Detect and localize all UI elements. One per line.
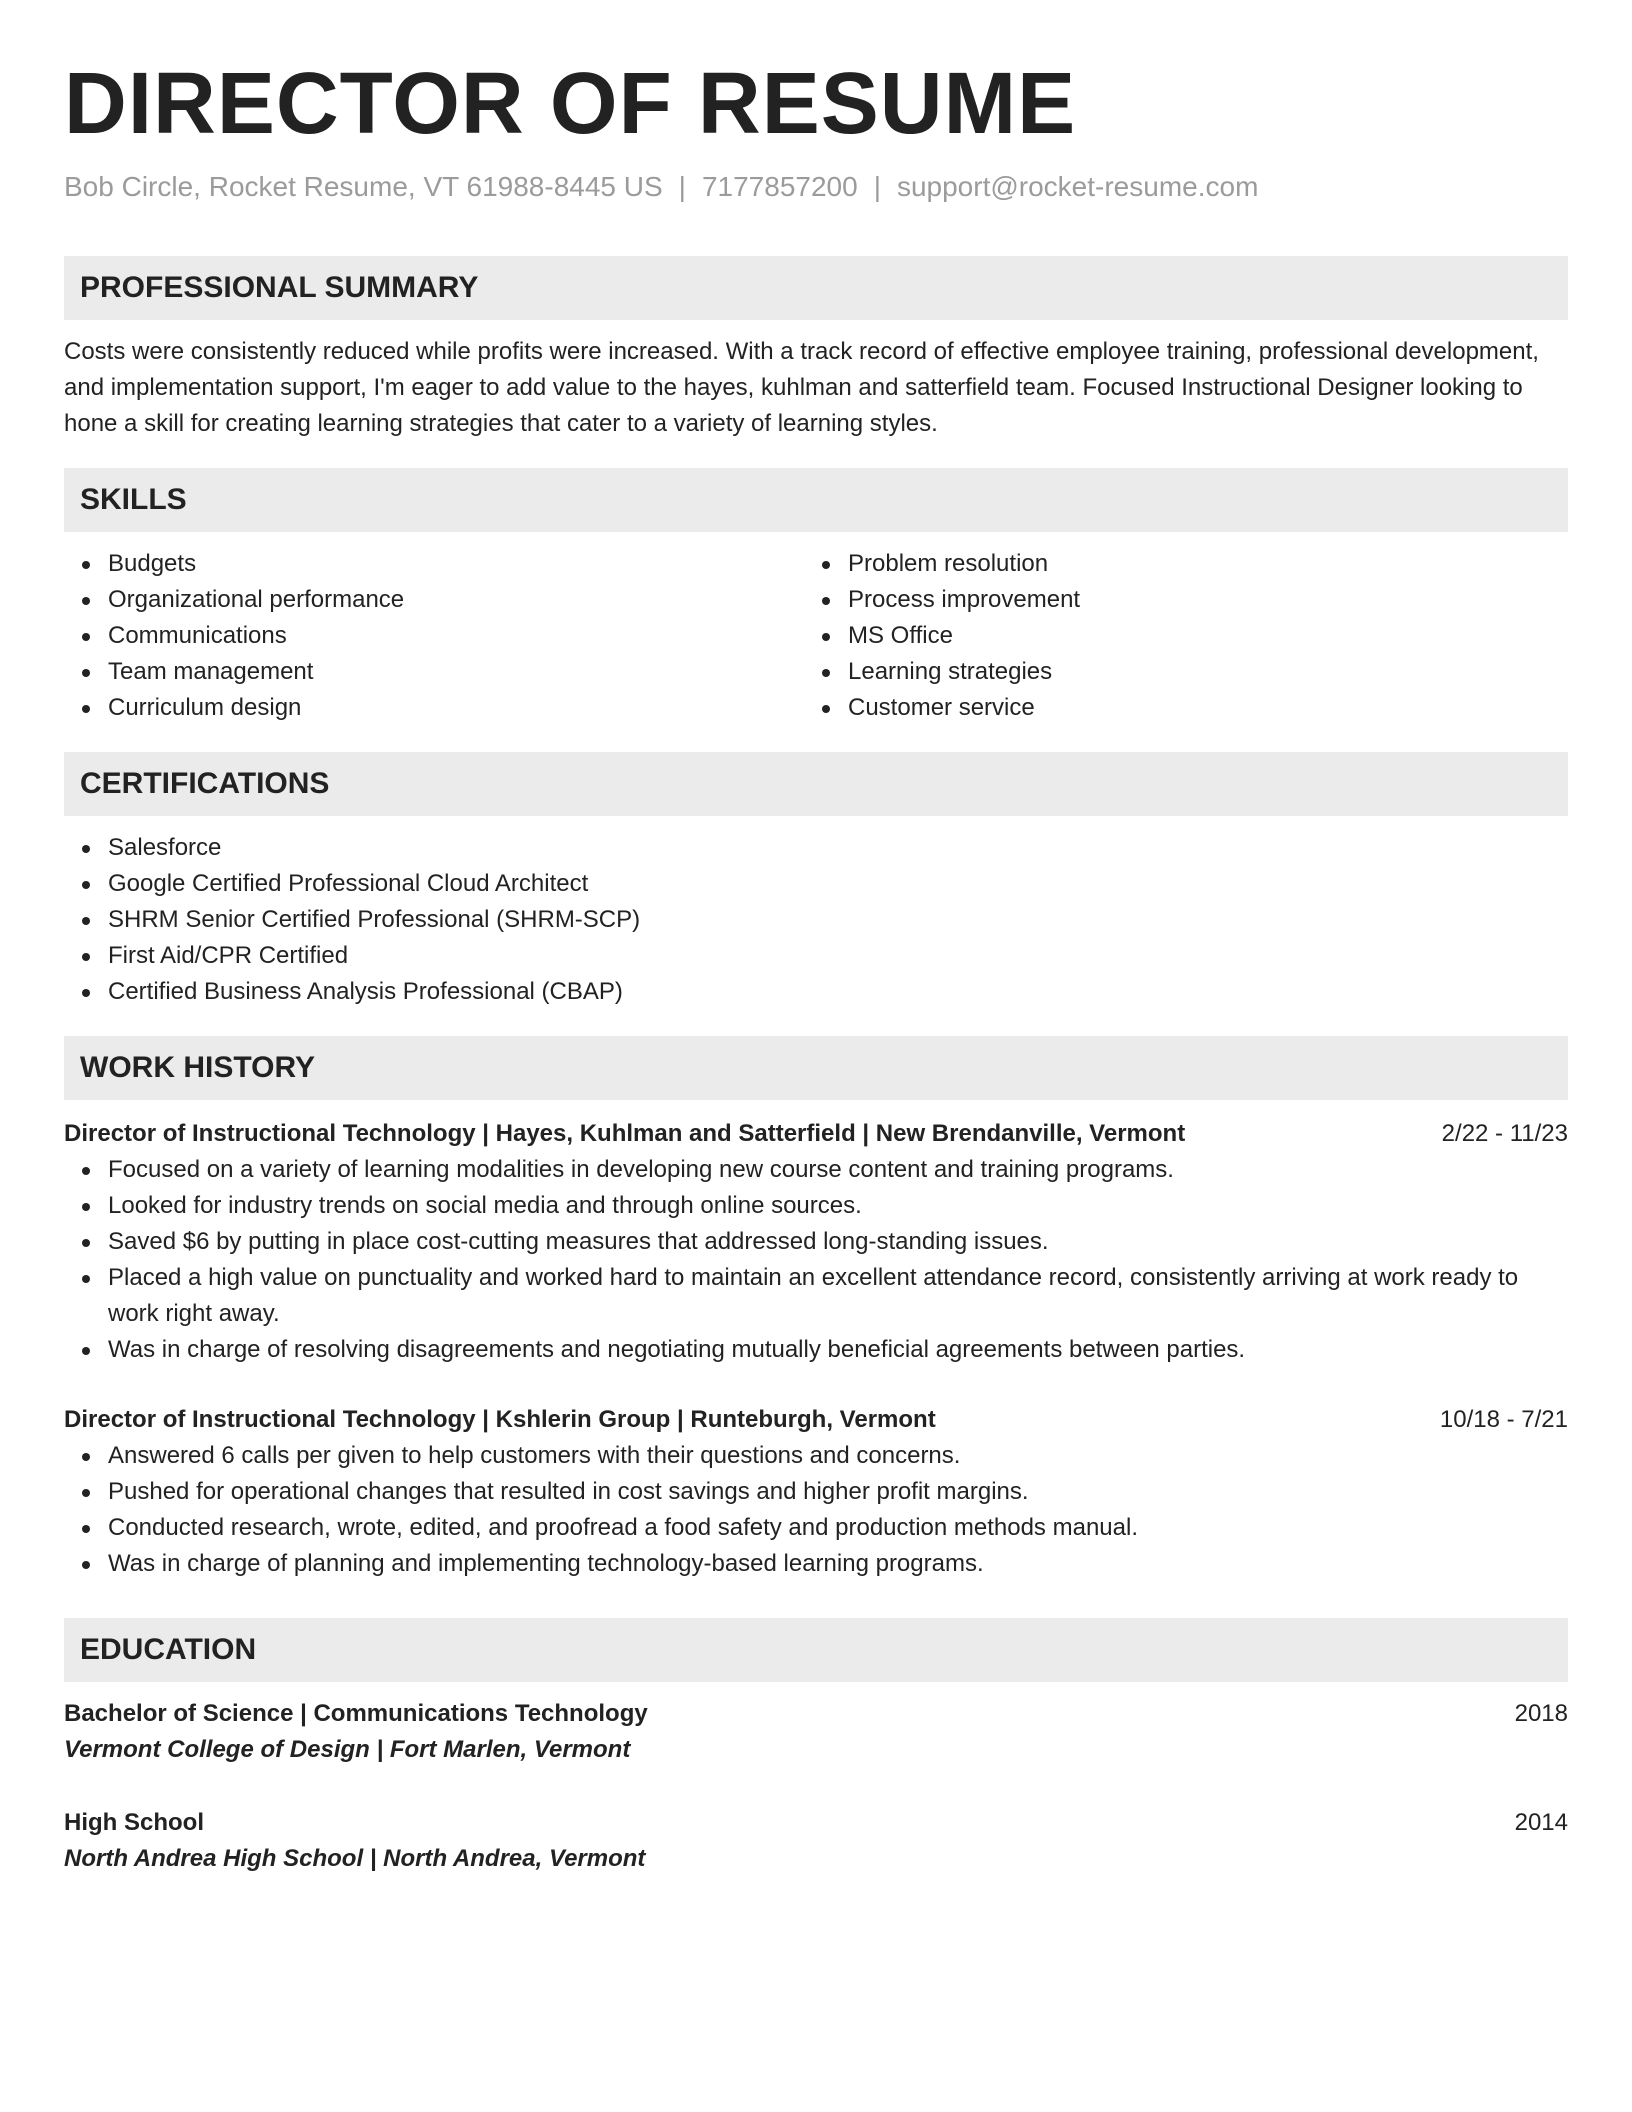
skill-item — [804, 654, 1544, 690]
education-heading: EDUCATION — [64, 1618, 1568, 1682]
summary-heading: PROFESSIONAL SUMMARY — [64, 256, 1568, 320]
job-entry — [64, 1116, 1568, 1368]
contact-line — [64, 170, 1568, 204]
skill-item — [64, 582, 804, 618]
skill-item — [804, 582, 1544, 618]
contact-separator: | — [873, 171, 881, 202]
education-year: 2018 — [1514, 1700, 1568, 1727]
bullet-icon — [822, 705, 830, 713]
education-degree: High School — [64, 1809, 204, 1836]
bullet-icon — [82, 561, 90, 569]
bullet-icon — [82, 1239, 90, 1247]
bullet-icon — [82, 1347, 90, 1355]
job-header — [64, 1402, 1568, 1438]
job-bullets — [64, 1438, 1568, 1582]
skill-label: Problem resolution — [848, 550, 1049, 577]
job-bullet — [64, 1438, 1568, 1474]
skill-label: Team management — [108, 658, 314, 685]
bullet-icon — [82, 669, 90, 677]
certification-label: Certified Business Analysis Professional (CBAP) — [108, 978, 623, 1005]
skill-item — [64, 690, 804, 726]
skill-label: Learning strategies — [848, 658, 1053, 685]
contact-separator: | — [678, 171, 686, 202]
bullet-icon — [82, 1489, 90, 1497]
job-bullet-text: Looked for industry trends on social media and through online sources. — [108, 1192, 862, 1219]
job-bullet — [64, 1332, 1568, 1368]
certification-item — [64, 902, 1568, 938]
bullet-icon — [82, 705, 90, 713]
bullet-icon — [82, 597, 90, 605]
skill-item — [804, 618, 1544, 654]
job-bullet-text: Answered 6 calls per given to help customers with their questions and concerns. — [108, 1442, 961, 1469]
contact-email[interactable]: support@rocket-resume.com — [896, 171, 1259, 202]
certification-label: Salesforce — [108, 834, 222, 861]
bullet-icon — [82, 989, 90, 997]
skills-right-column — [804, 546, 1544, 726]
bullet-icon — [82, 633, 90, 641]
skill-item — [804, 546, 1544, 582]
certification-label: SHRM Senior Certified Professional (SHRM-SCP) — [108, 906, 641, 933]
certification-label: Google Certified Professional Cloud Architect — [108, 870, 589, 897]
bullet-icon — [82, 1203, 90, 1211]
work-history-heading: WORK HISTORY — [64, 1036, 1568, 1100]
job-bullet — [64, 1510, 1568, 1546]
job-bullet — [64, 1152, 1568, 1188]
skills-heading: SKILLS — [64, 468, 1568, 532]
job-bullet-text: Was in charge of planning and implementing technology-based learning programs. — [108, 1550, 984, 1577]
skill-label: Customer service — [848, 694, 1035, 721]
skill-label: Process improvement — [848, 586, 1081, 613]
certification-label: First Aid/CPR Certified — [108, 942, 349, 969]
education-entry — [64, 1805, 1568, 1877]
job-bullet-text: Placed a high value on punctuality and worked hard to maintain an excellent attendance record, consistently arriving at work ready to work right away. — [108, 1264, 1519, 1327]
skill-item — [64, 618, 804, 654]
certification-item — [64, 830, 1568, 866]
skills-grid — [64, 546, 1568, 726]
bullet-icon — [822, 633, 830, 641]
education-year: 2014 — [1514, 1809, 1568, 1836]
contact-phone: 7177857200 — [701, 171, 858, 202]
certification-item — [64, 974, 1568, 1010]
skill-label: Curriculum design — [108, 694, 302, 721]
bullet-icon — [82, 1167, 90, 1175]
job-bullet — [64, 1546, 1568, 1582]
job-header — [64, 1116, 1568, 1152]
certifications-list — [64, 830, 1568, 1010]
job-dates: 10/18 - 7/21 — [1439, 1406, 1568, 1433]
bullet-icon — [82, 1561, 90, 1569]
resume-name: DIRECTOR OF RESUME — [64, 55, 1077, 152]
bullet-icon — [82, 953, 90, 961]
job-bullet — [64, 1474, 1568, 1510]
bullet-icon — [822, 597, 830, 605]
education-header — [64, 1696, 1568, 1732]
bullet-icon — [82, 1453, 90, 1461]
job-entry — [64, 1402, 1568, 1582]
education-header — [64, 1805, 1568, 1841]
job-dates: 2/22 - 11/23 — [1441, 1120, 1568, 1147]
education-degree: Bachelor of Science | Communications Technology — [64, 1700, 648, 1727]
job-bullet-text: Saved $6 by putting in place cost-cutting measures that addressed long-standing issues. — [108, 1228, 1049, 1255]
job-bullets — [64, 1152, 1568, 1368]
certification-item — [64, 938, 1568, 974]
skill-label: MS Office — [848, 622, 953, 649]
summary-text: Costs were consistently reduced while profits were increased. With a track record of effective employee training, professional development, and implementation support, I'm eager to add value to the hayes, kuhlman and satterfield team. Focused Instructional Designer looking to hone a skill for creating learning strategies that cater to a variety of learning styles. — [64, 338, 1539, 437]
skill-item — [64, 654, 804, 690]
bullet-icon — [822, 669, 830, 677]
bullet-icon — [82, 1525, 90, 1533]
job-bullet — [64, 1260, 1568, 1332]
bullet-icon — [82, 845, 90, 853]
education-school: Vermont College of Design | Fort Marlen, Vermont — [64, 1736, 631, 1763]
skill-item — [804, 690, 1544, 726]
bullet-icon — [82, 881, 90, 889]
skills-left-column — [64, 546, 804, 726]
skill-label: Organizational performance — [108, 586, 405, 613]
certification-item — [64, 866, 1568, 902]
contact-address: Bob Circle, Rocket Resume, VT 61988-8445 US — [64, 171, 663, 202]
education-school: North Andrea High School | North Andrea, Vermont — [64, 1845, 646, 1872]
job-bullet-text: Was in charge of resolving disagreements and negotiating mutually beneficial agreements between parties. — [108, 1336, 1246, 1363]
skill-label: Communications — [108, 622, 287, 649]
skill-item — [64, 546, 804, 582]
job-bullet — [64, 1188, 1568, 1224]
education-entry — [64, 1696, 1568, 1768]
bullet-icon — [82, 1275, 90, 1283]
job-bullet-text: Conducted research, wrote, edited, and proofread a food safety and production methods manual. — [108, 1514, 1138, 1541]
job-title: Director of Instructional Technology | Kshlerin Group | Runteburgh, Vermont — [64, 1406, 936, 1433]
job-bullet-text: Pushed for operational changes that resulted in cost savings and higher profit margins. — [108, 1478, 1029, 1505]
job-bullet — [64, 1224, 1568, 1260]
job-bullet-text: Focused on a variety of learning modalities in developing new course content and training programs. — [108, 1156, 1174, 1183]
bullet-icon — [82, 917, 90, 925]
job-title: Director of Instructional Technology | Hayes, Kuhlman and Satterfield | New Brendanville, Vermont — [64, 1120, 1186, 1147]
certifications-heading: CERTIFICATIONS — [64, 752, 1568, 816]
skill-label: Budgets — [108, 550, 197, 577]
bullet-icon — [822, 561, 830, 569]
